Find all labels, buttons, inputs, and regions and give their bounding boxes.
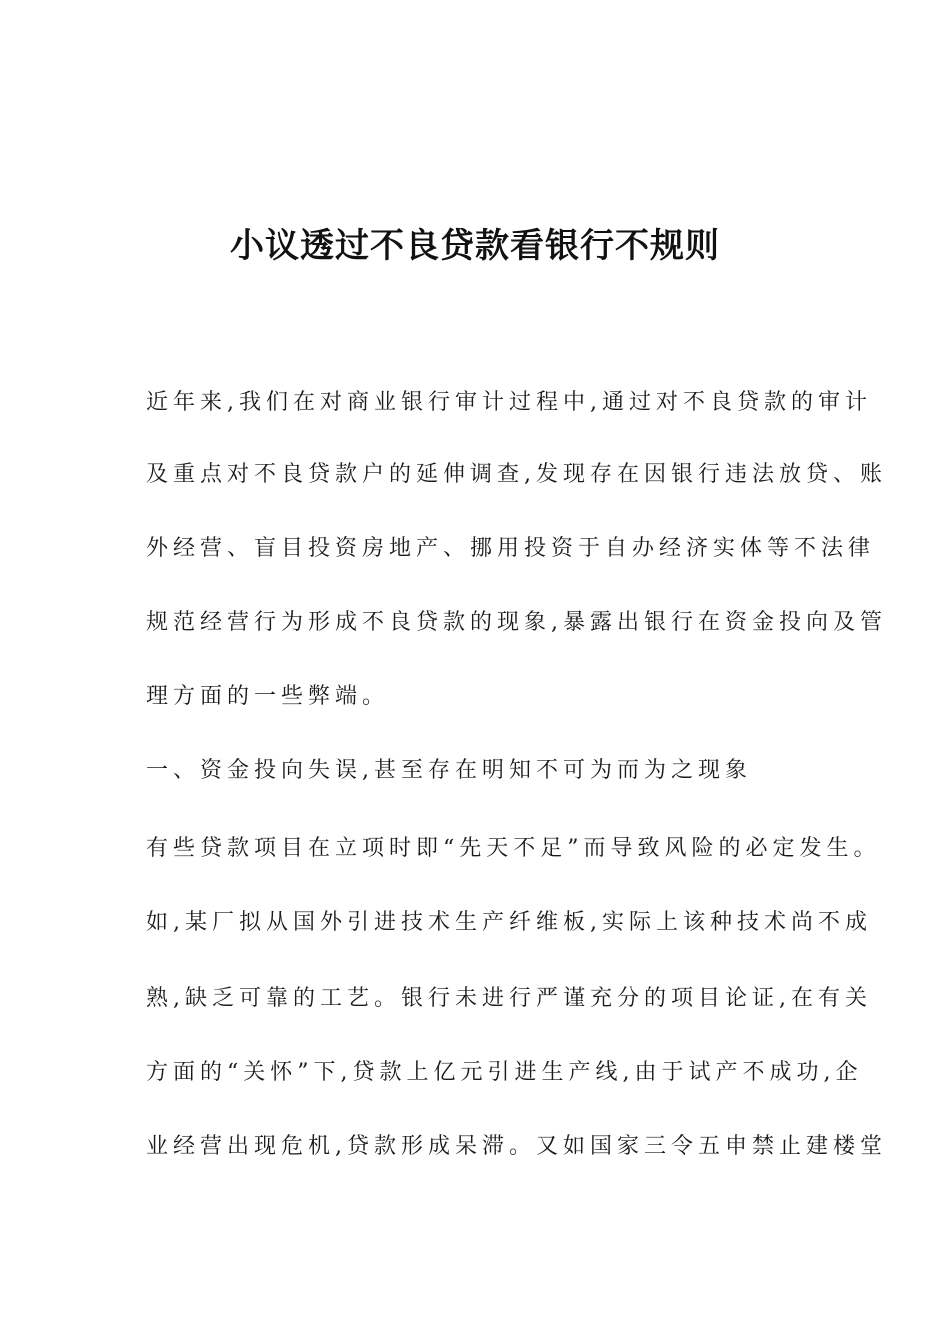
section-heading-1: 一、资金投向失误,甚至存在明知不可为而为之现象 [146, 758, 752, 783]
body-line-7: 有些贷款项目在立项时即“先天不足”而导致风险的必定发生。 [146, 836, 881, 861]
body-line-8: 如,某厂拟从国外引进技术生产纤维板,实际上该种技术尚不成 [146, 910, 872, 935]
body-line-5: 理方面的一些弊端。 [146, 684, 390, 709]
body-line-11: 业经营出现危机,贷款形成呆滞。又如国家三令五申禁止建楼堂 [146, 1134, 887, 1159]
body-line-3: 外经营、盲目投资房地产、挪用投资于自办经济实体等不法律 [146, 536, 876, 561]
body-line-1: 近年来,我们在对商业银行审计过程中,通过对不良贷款的审计 [146, 390, 872, 415]
body-line-9: 熟,缺乏可靠的工艺。银行未进行严谨充分的项目论证,在有关 [146, 986, 872, 1011]
body-line-4: 规范经营行为形成不良贷款的现象,暴露出银行在资金投向及管 [146, 610, 887, 635]
body-line-10: 方面的“关怀”下,贷款上亿元引进生产线,由于试产不成功,企 [146, 1060, 863, 1085]
body-line-2: 及重点对不良贷款户的延伸调查,发现存在因银行违法放贷、账 [146, 462, 887, 487]
document-title: 小议透过不良贷款看银行不规则 [230, 226, 720, 266]
